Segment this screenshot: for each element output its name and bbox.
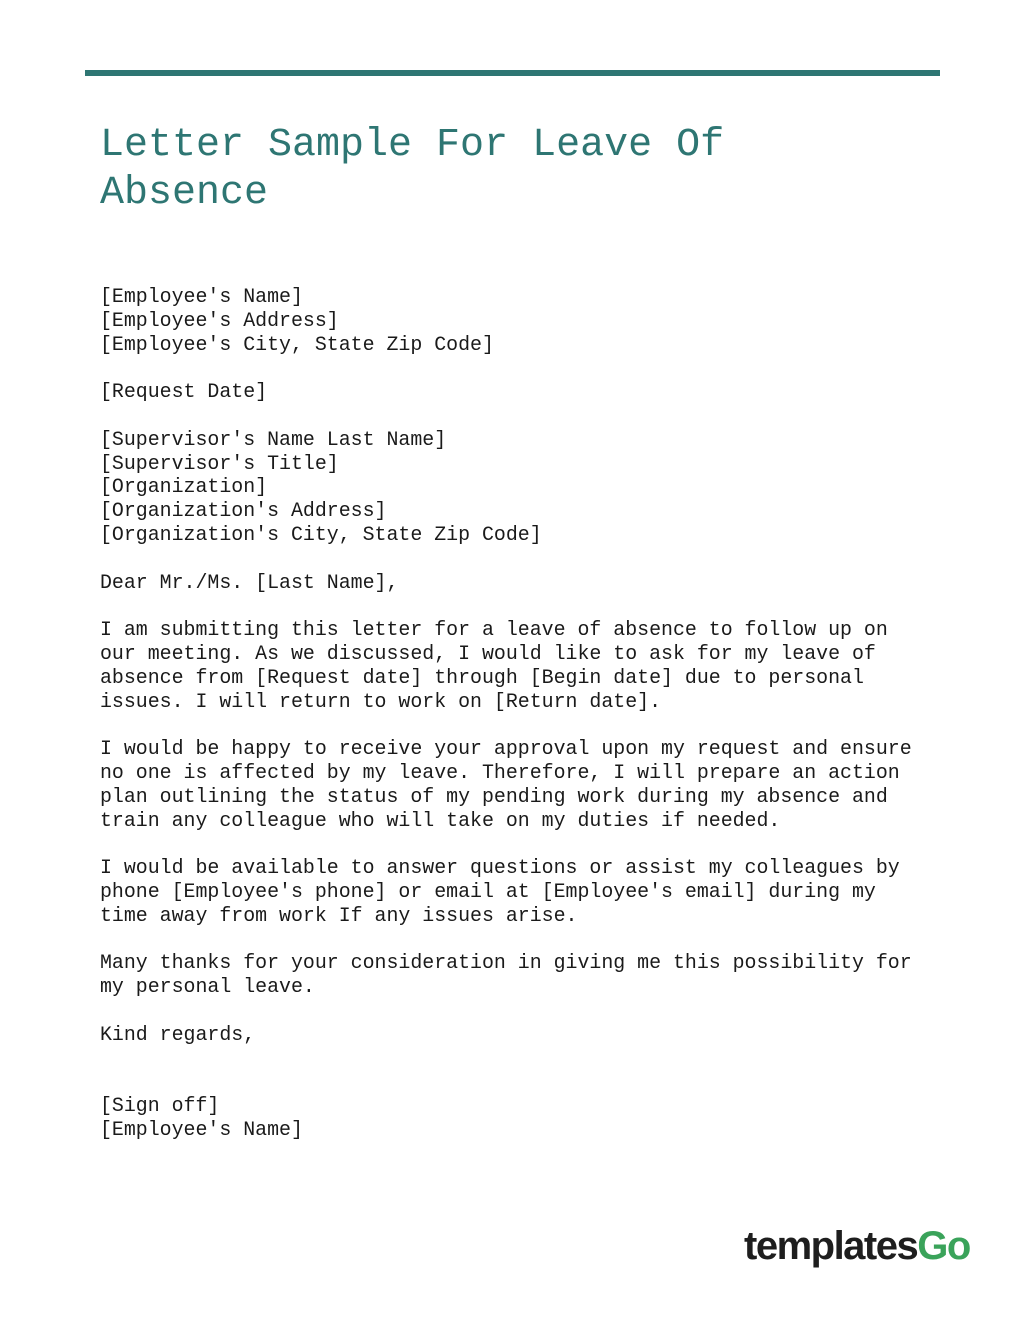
paragraph-line: plan outlining the status of my pending work during my absence and — [100, 784, 888, 808]
date-block — [100, 380, 960, 404]
salutation — [100, 571, 960, 595]
recipient-title: [Supervisor's Title] — [100, 451, 339, 475]
paragraph-line: I would be happy to receive your approval upon my request and ensure — [100, 737, 912, 761]
sign-off: [Sign off] — [100, 1094, 220, 1118]
paragraph-line: our meeting. As we discussed, I would like to ask for my leave of — [100, 641, 876, 665]
sender-city: [Employee's City, State Zip Code] — [100, 332, 494, 356]
signature-name: [Employee's Name] — [100, 1117, 303, 1141]
paragraph-line: Many thanks for your consideration in giving me this possibility for — [100, 951, 912, 975]
recipient-organization: [Organization] — [100, 475, 268, 499]
logo-text-templates: templates — [744, 1224, 918, 1268]
top-divider — [85, 70, 940, 76]
paragraph-line: issues. I will return to work on [Return date]. — [100, 689, 662, 713]
paragraph-line: I would be available to answer questions or assist my colleagues by — [100, 856, 900, 880]
closing-text: Kind regards, — [100, 1022, 256, 1046]
page-title: Letter Sample For Leave Of Absence — [100, 123, 725, 216]
paragraph-line: my personal leave. — [100, 975, 315, 999]
templatesgo-logo — [744, 1222, 970, 1270]
logo-text-go: Go — [917, 1224, 970, 1268]
paragraph-line: time away from work If any issues arise. — [100, 903, 578, 927]
letter-body — [100, 285, 960, 1165]
paragraph-line: absence from [Request date] through [Begin date] due to personal — [100, 665, 864, 689]
request-date: [Request Date] — [100, 380, 268, 404]
sender-name: [Employee's Name] — [100, 285, 303, 308]
recipient-address-block — [100, 428, 960, 547]
paragraph-line: no one is affected by my leave. Therefore, I will prepare an action — [100, 760, 900, 784]
paragraph-line: phone [Employee's phone] or email at [Employee's email] during my — [100, 879, 876, 903]
paragraph — [100, 951, 960, 999]
salutation-text: Dear Mr./Ms. [Last Name], — [100, 570, 399, 594]
recipient-city: [Organization's City, State Zip Code] — [100, 522, 542, 546]
recipient-name: [Supervisor's Name Last Name] — [100, 427, 447, 451]
paragraph — [100, 618, 960, 713]
sender-address-block — [100, 285, 960, 356]
signature-block — [100, 1094, 960, 1142]
paragraph — [100, 737, 960, 832]
paragraph — [100, 856, 960, 927]
paragraph-line: train any colleague who will take on my duties if needed. — [100, 808, 781, 832]
closing — [100, 1023, 960, 1047]
recipient-address: [Organization's Address] — [100, 499, 387, 523]
paragraph-line: I am submitting this letter for a leave of absence to follow up on — [100, 618, 888, 642]
sender-address: [Employee's Address] — [100, 308, 339, 332]
